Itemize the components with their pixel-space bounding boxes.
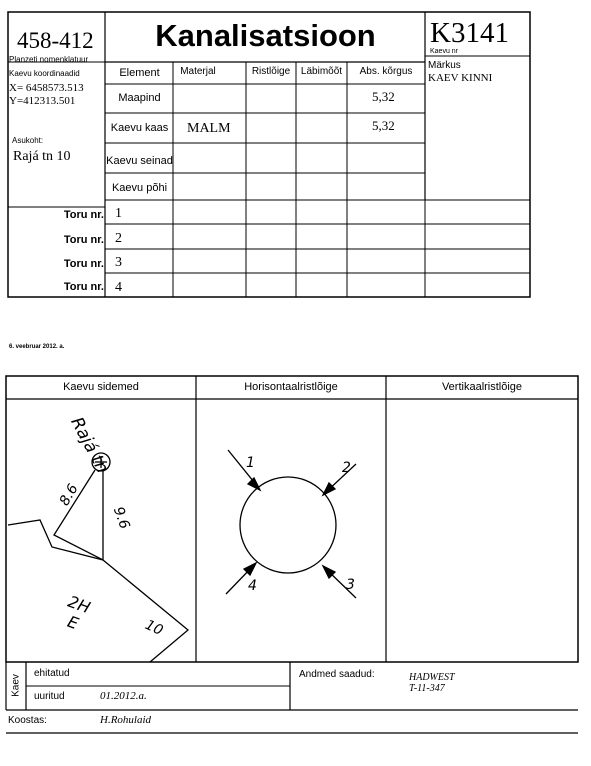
well-circle xyxy=(240,477,336,573)
coord-label: Kaevu koordinaadid xyxy=(9,69,80,78)
distance-left: 8.6 xyxy=(56,481,82,509)
pipe-number-label: 4 xyxy=(248,578,257,594)
author-label: Koostas: xyxy=(8,715,47,726)
pipe-number: 1 xyxy=(115,206,122,221)
street-label: Rajá tn xyxy=(66,414,113,477)
surveyed-value: 01.2012.a. xyxy=(100,690,147,702)
col-diameter: Läbimõõt xyxy=(300,66,343,77)
built-label: ehitatud xyxy=(34,668,70,679)
row-abs: 5,32 xyxy=(372,89,395,104)
row-element: Kaevu põhi xyxy=(111,182,168,194)
section-links: Kaevu sidemed xyxy=(63,381,139,393)
well-id-label: Kaevu nr xyxy=(430,48,459,55)
sheet-number: 458-412 xyxy=(17,28,94,53)
distance-right: 9.6 xyxy=(109,504,133,532)
row-element: Maapind xyxy=(118,92,161,104)
pipe-label: Toru nr. xyxy=(63,234,104,246)
building-label: 2H xyxy=(65,591,93,618)
row-material: MALM xyxy=(187,121,231,136)
col-material: Materjal xyxy=(180,66,216,77)
source-value: HADWEST xyxy=(409,672,455,683)
pipe-number-label: 2 xyxy=(342,460,351,476)
pipe-label: Toru nr. xyxy=(63,209,104,221)
sheet-label: Planzeti nomenklatuur xyxy=(9,55,89,64)
row-element: Kaevu seinad xyxy=(106,155,173,167)
date-stamp: 6. veebruar 2012. a. xyxy=(9,344,65,350)
pipe-number-label: 1 xyxy=(246,455,255,471)
well-id: K3141 xyxy=(430,17,509,49)
pipe-number-label: 3 xyxy=(346,577,355,593)
row-element: Kaevu kaas xyxy=(110,122,169,134)
y-coord: Y=412313.501 xyxy=(9,95,76,107)
pipe-label: Toru nr. xyxy=(63,281,104,293)
col-abs-height: Abs. kõrgus xyxy=(359,66,413,77)
location-value: Rajá tn 10 xyxy=(13,149,71,164)
pipe-label: Toru nr. xyxy=(63,258,104,270)
location-label: Asukoht: xyxy=(12,136,44,145)
pipe-number: 3 xyxy=(115,255,122,270)
col-note: Märkus xyxy=(428,60,461,71)
cross-section xyxy=(226,450,356,598)
x-coord: X= 6458573.513 xyxy=(9,82,84,94)
source-label: Andmed saadud: xyxy=(299,669,375,680)
pipe-number: 2 xyxy=(115,231,122,246)
pipe-number: 4 xyxy=(115,280,122,295)
col-element: Element xyxy=(119,67,160,79)
note-value: KAEV KINNI xyxy=(428,72,493,84)
building-number: 10 xyxy=(142,616,166,640)
row-abs: 5,32 xyxy=(372,118,395,133)
footer-side-label: Kaev xyxy=(10,674,22,697)
col-cross: Ristlõige xyxy=(251,66,291,77)
section-horizontal: Horisontaalristlõige xyxy=(244,381,338,393)
surveyed-label: uuritud xyxy=(34,691,65,702)
page-title: Kanalisatsioon xyxy=(155,18,376,53)
building-letter: E xyxy=(65,611,82,634)
section-vertical: Vertikaalristlõige xyxy=(441,381,523,393)
source-value-2: T-11-347 xyxy=(409,683,445,694)
author-value: H.Rohulaid xyxy=(100,714,152,726)
